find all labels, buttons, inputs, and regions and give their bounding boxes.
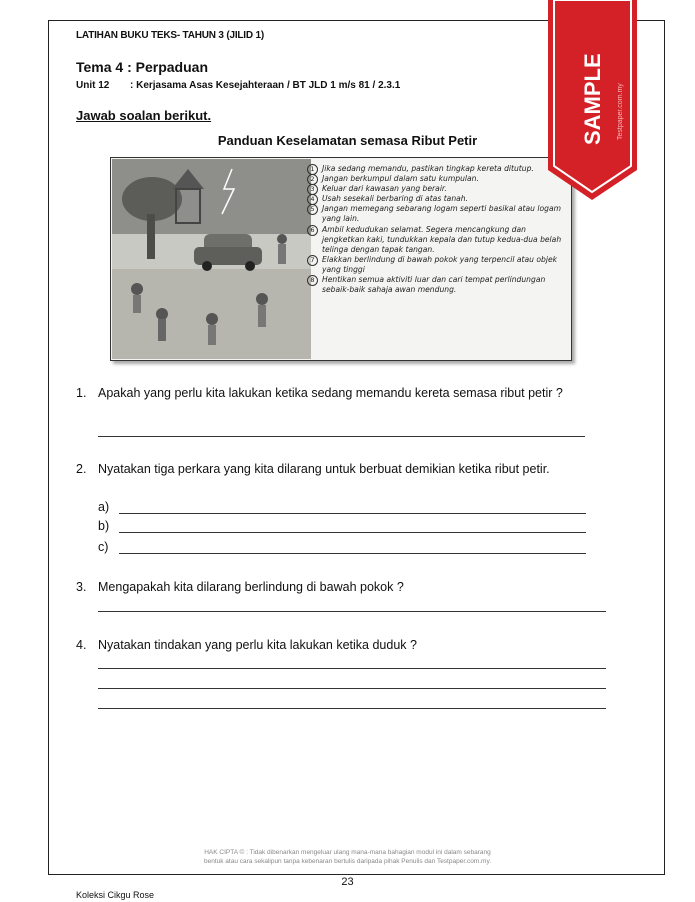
rule-number: 6 [307, 225, 318, 236]
watermark-subtext: Testpaper.com.my [617, 83, 624, 140]
rule-text: Keluar dari kawasan yang berair. [322, 184, 447, 194]
copyright-footer [0, 848, 695, 866]
rule-item [307, 184, 569, 194]
question-text: Nyatakan tindakan yang perlu kita lakukan ketika duduk ? [98, 638, 417, 652]
question-text: Nyatakan tiga perkara yang kita dilarang untuk berbuat demikian ketika ribut petir. [98, 462, 550, 476]
copyright-line-1: HAK CIPTA © : Tidak dibenarkan mengeluar ulang mana-mana bahagian modul ini dalam sebarang [204, 849, 491, 856]
sub-label-b: b) [98, 519, 110, 533]
rule-item [307, 204, 569, 224]
rule-text: Jangan berkumpul dalam satu kumpulan. [322, 174, 479, 184]
question-number: 4. [76, 638, 87, 652]
answer-line[interactable] [119, 553, 586, 554]
rule-number: 7 [307, 255, 318, 266]
rule-number: 1 [307, 164, 318, 175]
rule-item [307, 164, 569, 174]
rule-number: 5 [307, 204, 318, 215]
rule-text: Ambil kedudukan selamat. Segera mencangkung dan jengketkan kaki, tundukkan kepala dan tutup kedua-dua belah telinga dengan tapak tangan. [322, 224, 562, 254]
copyright-line-2: bentuk atau cara sekalipun tanpa kebenaran bertulis daripada pihak Penulis dan Testpaper.com.my. [203, 858, 492, 865]
rule-text: Elakkan berlindung di bawah pokok yang terpencil atau objek yang tinggi [322, 254, 558, 274]
rule-item [307, 225, 569, 255]
rule-item [307, 255, 569, 275]
answer-line[interactable] [98, 688, 606, 689]
question-text: Mengapakah kita dilarang berlindung di bawah pokok ? [98, 580, 404, 594]
answer-line[interactable] [98, 436, 585, 437]
document-header: LATIHAN BUKU TEKS- TAHUN 3 (JILID 1) [76, 30, 264, 41]
watermark-text: SAMPLE [580, 53, 605, 145]
rule-number: 3 [307, 184, 318, 195]
question-text: Apakah yang perlu kita lakukan ketika sedang memandu kereta semasa ribut petir ? [98, 386, 563, 400]
theme-title: Tema 4 : Perpaduan [76, 59, 209, 75]
answer-line[interactable] [98, 708, 606, 709]
unit-label: Unit 12 [76, 80, 110, 91]
rule-number: 8 [307, 275, 318, 286]
question-number: 1. [76, 386, 87, 400]
question-number: 3. [76, 580, 87, 594]
rule-number: 2 [307, 174, 318, 185]
safety-guide-panel [110, 157, 572, 361]
sample-watermark-ribbon [548, 0, 637, 200]
unit-line [76, 80, 400, 91]
answer-line[interactable] [98, 668, 606, 669]
rule-text: Jangan memegang sebarang logam seperti basikal atau logam yang lain. [322, 204, 562, 224]
rule-text: Usah sesekali berbaring di atas tanah. [322, 194, 469, 204]
collection-credit: Koleksi Cikgu Rose [76, 890, 155, 900]
rule-item [307, 275, 569, 295]
instruction: Jawab soalan berikut. [76, 108, 212, 123]
answer-line[interactable] [98, 611, 606, 612]
rule-number: 4 [307, 194, 318, 205]
sub-label-c: c) [98, 540, 109, 554]
panel-title: Panduan Keselamatan semasa Ribut Petir [217, 133, 478, 148]
rule-item [307, 174, 569, 184]
page-number: 23 [341, 876, 354, 888]
sub-label-a: a) [98, 500, 110, 514]
answer-line[interactable] [119, 532, 586, 533]
unit-text: : Kerjasama Asas Kesejahteraan / BT JLD 1 m/s 81 / 2.3.1 [130, 80, 401, 91]
question-number: 2. [76, 462, 87, 476]
rule-item [307, 194, 569, 204]
rule-text: Hentikan semua aktiviti luar dan cari tempat perlindungan sebaik-baik sahaja awan mendung. [322, 275, 546, 295]
rule-text: Jika sedang memandu, pastikan tingkap kereta ditutup. [322, 164, 534, 173]
answer-line[interactable] [119, 513, 586, 514]
lightning-scene-illustration [112, 159, 311, 359]
safety-rules-list [307, 164, 569, 295]
